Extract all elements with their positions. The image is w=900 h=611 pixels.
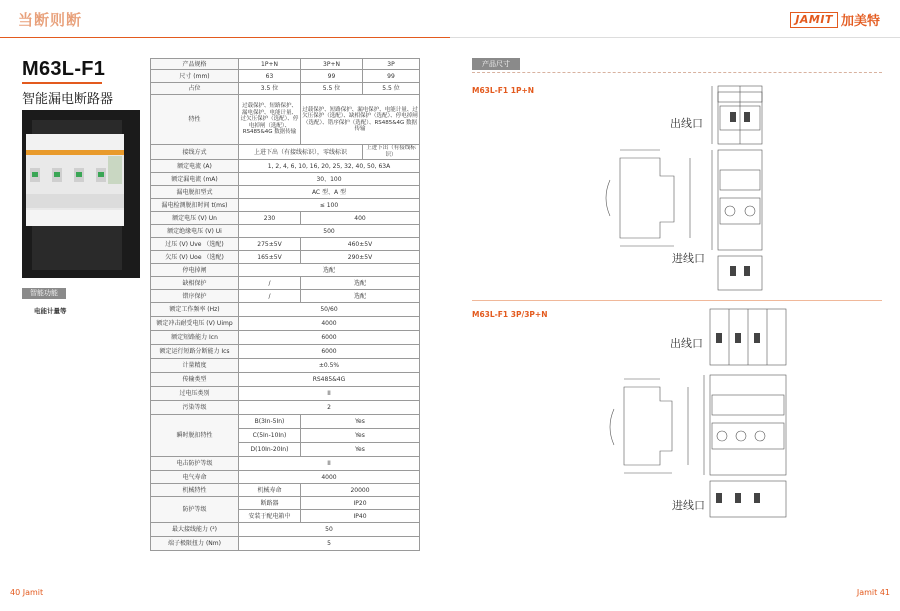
- table-cell: /: [239, 290, 301, 303]
- table-row: [151, 95, 420, 145]
- page-number-right: Jamit 41: [856, 588, 890, 597]
- table-cell: 3P: [363, 59, 420, 70]
- function-tag: 智能功能: [22, 288, 66, 299]
- table-cell: 过电压类别: [151, 387, 239, 401]
- table-row: [151, 59, 420, 70]
- table-cell: 机械寿命: [239, 484, 301, 497]
- product-model: M63L-F1: [22, 58, 106, 80]
- table-cell: 460±5V: [301, 238, 420, 251]
- table-cell: 最大接线能力 (²): [151, 523, 239, 537]
- table-cell: 额定冲击耐受电压 (V) Uimp: [151, 317, 239, 331]
- table-row: [151, 484, 420, 497]
- table-row: [151, 359, 420, 373]
- table-cell: II: [239, 387, 420, 401]
- outlet-label-1: 出线口: [670, 117, 703, 130]
- table-cell: 机械特性: [151, 484, 239, 497]
- table-cell: 50/60: [239, 303, 420, 317]
- table-cell: 端子极限扭力 (Nm): [151, 537, 239, 551]
- table-cell: 缺相保护: [151, 277, 239, 290]
- table-cell: 额定电流 (A): [151, 160, 239, 173]
- table-cell: 电击防护等级: [151, 457, 239, 471]
- table-cell: 漏电脱扣型式: [151, 186, 239, 199]
- table-row: [151, 303, 420, 317]
- header-slogan: 当断则断: [18, 11, 83, 29]
- table-row: [151, 317, 420, 331]
- table-row: [151, 537, 420, 551]
- table-row: [151, 160, 420, 173]
- table-cell: 4000: [239, 317, 420, 331]
- table-cell: 欠压 (V) Uoe （选配): [151, 251, 239, 264]
- table-cell: 额定绝缘电压 (V) Ui: [151, 225, 239, 238]
- table-row: [151, 415, 420, 429]
- table-cell: 上进下出（有接线标识），零线标识: [239, 145, 363, 160]
- table-cell: B(3In-5In): [239, 415, 301, 429]
- table-row: [151, 290, 420, 303]
- dimension-drawing-3p-icon: [600, 305, 800, 525]
- table-cell: 安装于配电箱中: [239, 510, 301, 523]
- table-row: [151, 186, 420, 199]
- table-cell: 1P+N: [239, 59, 301, 70]
- table-cell: 63: [239, 70, 301, 83]
- table-cell: 过载保护、短路保护、漏电保护、电能计量、过欠压保护（选配）、缺相保护（选配）、停电掉闸（选配）、错序保护（选配）、RS485&4G 数据传输: [301, 95, 420, 145]
- table-cell: 5: [239, 537, 420, 551]
- table-cell: 3P+N: [301, 59, 363, 70]
- table-row: [151, 277, 420, 290]
- header-divider-left: [0, 37, 450, 38]
- table-cell: II: [239, 457, 420, 471]
- section-1p-title: M63L-F1 1P+N: [472, 86, 535, 95]
- table-row: [151, 345, 420, 359]
- table-row: [151, 497, 420, 510]
- table-cell: 错序保护: [151, 290, 239, 303]
- table-cell: 6000: [239, 345, 420, 359]
- table-row: [151, 83, 420, 95]
- table-cell: ±0.5%: [239, 359, 420, 373]
- table-cell: 额定工作频率 (Hz): [151, 303, 239, 317]
- function-item: 电能计量等: [34, 307, 67, 315]
- table-cell: Yes: [301, 429, 420, 443]
- table-row: [151, 523, 420, 537]
- table-row: [151, 264, 420, 277]
- table-cell: 20000: [301, 484, 420, 497]
- header-divider-right: [450, 37, 900, 38]
- model-underline: [22, 82, 102, 84]
- table-cell: 断路器: [239, 497, 301, 510]
- table-cell: 过压 (V) Uve （选配): [151, 238, 239, 251]
- table-cell: 过载保护、短路保护、漏电保护、电能计量、过欠压保护（选配）、停电掉闸（选配）、RS485&4G 数据传输: [239, 95, 301, 145]
- table-row: [151, 401, 420, 415]
- brand-logo-cn: 加美特: [840, 14, 880, 29]
- dimensions-tag: 产品尺寸: [472, 58, 520, 70]
- table-cell: 165±5V: [239, 251, 301, 264]
- page-number-left: 40 Jamit: [10, 588, 44, 597]
- table-cell: 特性: [151, 95, 239, 145]
- table-cell: 99: [363, 70, 420, 83]
- table-cell: 电气寿命: [151, 471, 239, 484]
- table-cell: 上进下出（有接线标识）: [363, 145, 420, 160]
- product-name: 智能漏电断路器: [22, 92, 114, 107]
- table-row: [151, 212, 420, 225]
- table-row: [151, 373, 420, 387]
- table-cell: 选配: [301, 290, 420, 303]
- table-cell: D(10In-20In): [239, 443, 301, 457]
- table-cell: 2: [239, 401, 420, 415]
- table-cell: 290±5V: [301, 251, 420, 264]
- table-cell: 50: [239, 523, 420, 537]
- table-row: [151, 173, 420, 186]
- table-cell: 计量精度: [151, 359, 239, 373]
- table-cell: 4000: [239, 471, 420, 484]
- brand-logo-mark: JAMIT: [790, 12, 838, 28]
- table-cell: Yes: [301, 415, 420, 429]
- table-cell: 防护等级: [151, 497, 239, 523]
- section-3p-title: M63L-F1 3P/3P+N: [472, 310, 548, 319]
- table-cell: 选配: [239, 264, 420, 277]
- table-cell: 230: [239, 212, 301, 225]
- table-row: [151, 387, 420, 401]
- table-cell: IP20: [301, 497, 420, 510]
- table-cell: ≤ 100: [239, 199, 420, 212]
- table-cell: 额定漏电流 (mA): [151, 173, 239, 186]
- brand-logo: [790, 10, 880, 29]
- table-cell: 污染等级: [151, 401, 239, 415]
- table-cell: 500: [239, 225, 420, 238]
- table-row: [151, 471, 420, 484]
- table-cell: 瞬时脱扣特性: [151, 415, 239, 457]
- table-row: [151, 145, 420, 160]
- table-cell: 传输类型: [151, 373, 239, 387]
- table-cell: 275±5V: [239, 238, 301, 251]
- table-cell: 400: [301, 212, 420, 225]
- table-cell: 额定短路能力 Icn: [151, 331, 239, 345]
- table-cell: 尺寸 (mm): [151, 70, 239, 83]
- spec-table: [150, 58, 420, 551]
- table-cell: 6000: [239, 331, 420, 345]
- dimensions-divider: [472, 72, 882, 74]
- table-cell: 3.5 位: [239, 83, 301, 95]
- dimension-drawing-1p-icon: [600, 80, 800, 295]
- table-row: [151, 70, 420, 83]
- inlet-label-2: 进线口: [672, 499, 705, 512]
- table-cell: 30、100: [239, 173, 420, 186]
- inlet-label-1: 进线口: [672, 252, 705, 265]
- table-cell: 占位: [151, 83, 239, 95]
- table-cell: 额定运行短路分断能力 Ics: [151, 345, 239, 359]
- table-cell: RS485&4G: [239, 373, 420, 387]
- table-cell: C(5In-10In): [239, 429, 301, 443]
- table-cell: 接线方式: [151, 145, 239, 160]
- table-row: [151, 331, 420, 345]
- table-cell: Yes: [301, 443, 420, 457]
- table-row: [151, 238, 420, 251]
- table-cell: 1, 2, 4, 6, 10, 16, 20, 25, 32, 40, 50, 63A: [239, 160, 420, 173]
- table-cell: 5.5 位: [363, 83, 420, 95]
- table-cell: 选配: [301, 277, 420, 290]
- table-cell: 产品规格: [151, 59, 239, 70]
- table-cell: IP40: [301, 510, 420, 523]
- table-row: [151, 251, 420, 264]
- table-cell: AC 型、A 型: [239, 186, 420, 199]
- table-row: [151, 457, 420, 471]
- table-row: [151, 225, 420, 238]
- table-cell: 漏电检测脱扣时间 t(ms): [151, 199, 239, 212]
- table-cell: 99: [301, 70, 363, 83]
- breaker-photo-icon: [22, 110, 140, 278]
- table-cell: 额定电压 (V) Un: [151, 212, 239, 225]
- table-cell: 5.5 位: [301, 83, 363, 95]
- section-divider: [472, 300, 882, 301]
- table-row: [151, 199, 420, 212]
- product-photo: [22, 110, 140, 278]
- table-cell: /: [239, 277, 301, 290]
- outlet-label-2: 出线口: [670, 337, 703, 350]
- table-cell: 停电掉闸: [151, 264, 239, 277]
